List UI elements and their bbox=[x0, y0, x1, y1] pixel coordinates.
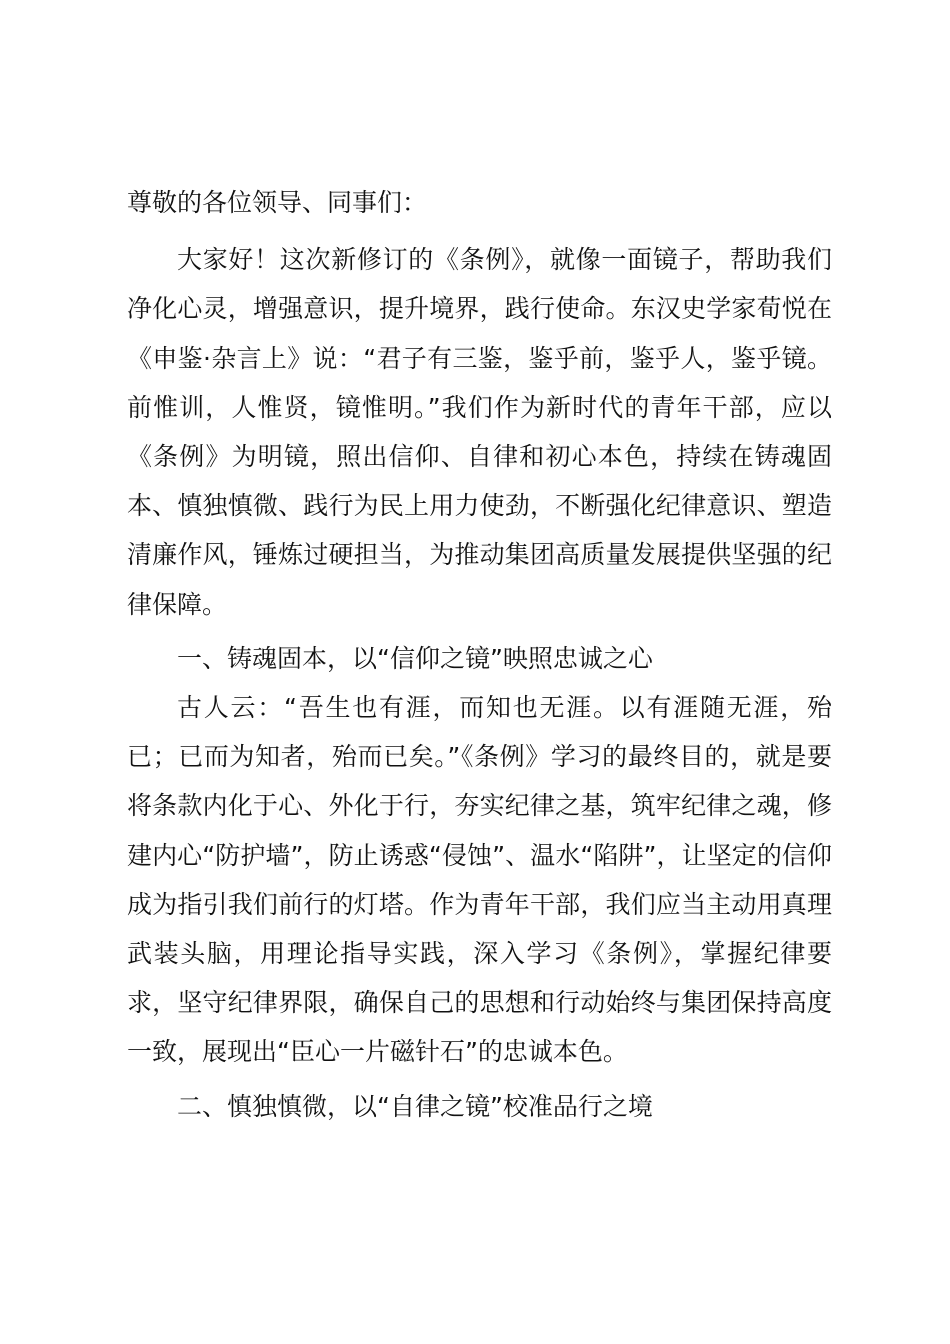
section-heading-2: 二、慎独慎微，以“自律之镜”校准品行之境 bbox=[177, 1091, 653, 1121]
salutation: 尊敬的各位领导、同事们： bbox=[127, 188, 428, 217]
section-heading-1: 一、铸魂固本，以“信仰之镜”映照忠诚之心 bbox=[177, 643, 653, 673]
document-body bbox=[127, 178, 832, 1131]
intro-paragraph: 大家好！这次新修订的《条例》，就像一面镜子，帮助我们净化心灵，增强意识，提升境界，践行使命。东汉史学家荀悦在《申鉴·杂言上》说：“君子有三鉴，鉴乎前，鉴乎人，鉴乎镜。前惟训，人惟贤，镜惟明。”我们作为新时代的青年干部，应以《条例》为明镜，照出信仰、自律和初心本色，持续在铸魂固本、慎独慎微、践行为民上用力使劲，不断强化纪律意识、塑造清廉作风，锤炼过硬担当，为推动集团高质量发展提供坚强的纪律保障。 bbox=[127, 245, 832, 619]
section-1-paragraph: 古人云：“吾生也有涯，而知也无涯。以有涯随无涯，殆已；已而为知者，殆而已矣。”《条例》学习的最终目的，就是要将条款内化于心、外化于行，夯实纪律之基，筑牢纪律之魂，修建内心“防护墙”，防止诱惑“侵蚀”、温水“陷阱”，让坚定的信仰成为指引我们前行的灯塔。作为青年干部，我们应当主动用真理武装头脑，用理论指导实践，深入学习《条例》，掌握纪律要求，坚守纪律界限，确保自己的思想和行动始终与集团保持高度一致，展现出“臣心一片磁针石”的忠诚本色。 bbox=[127, 693, 832, 1067]
